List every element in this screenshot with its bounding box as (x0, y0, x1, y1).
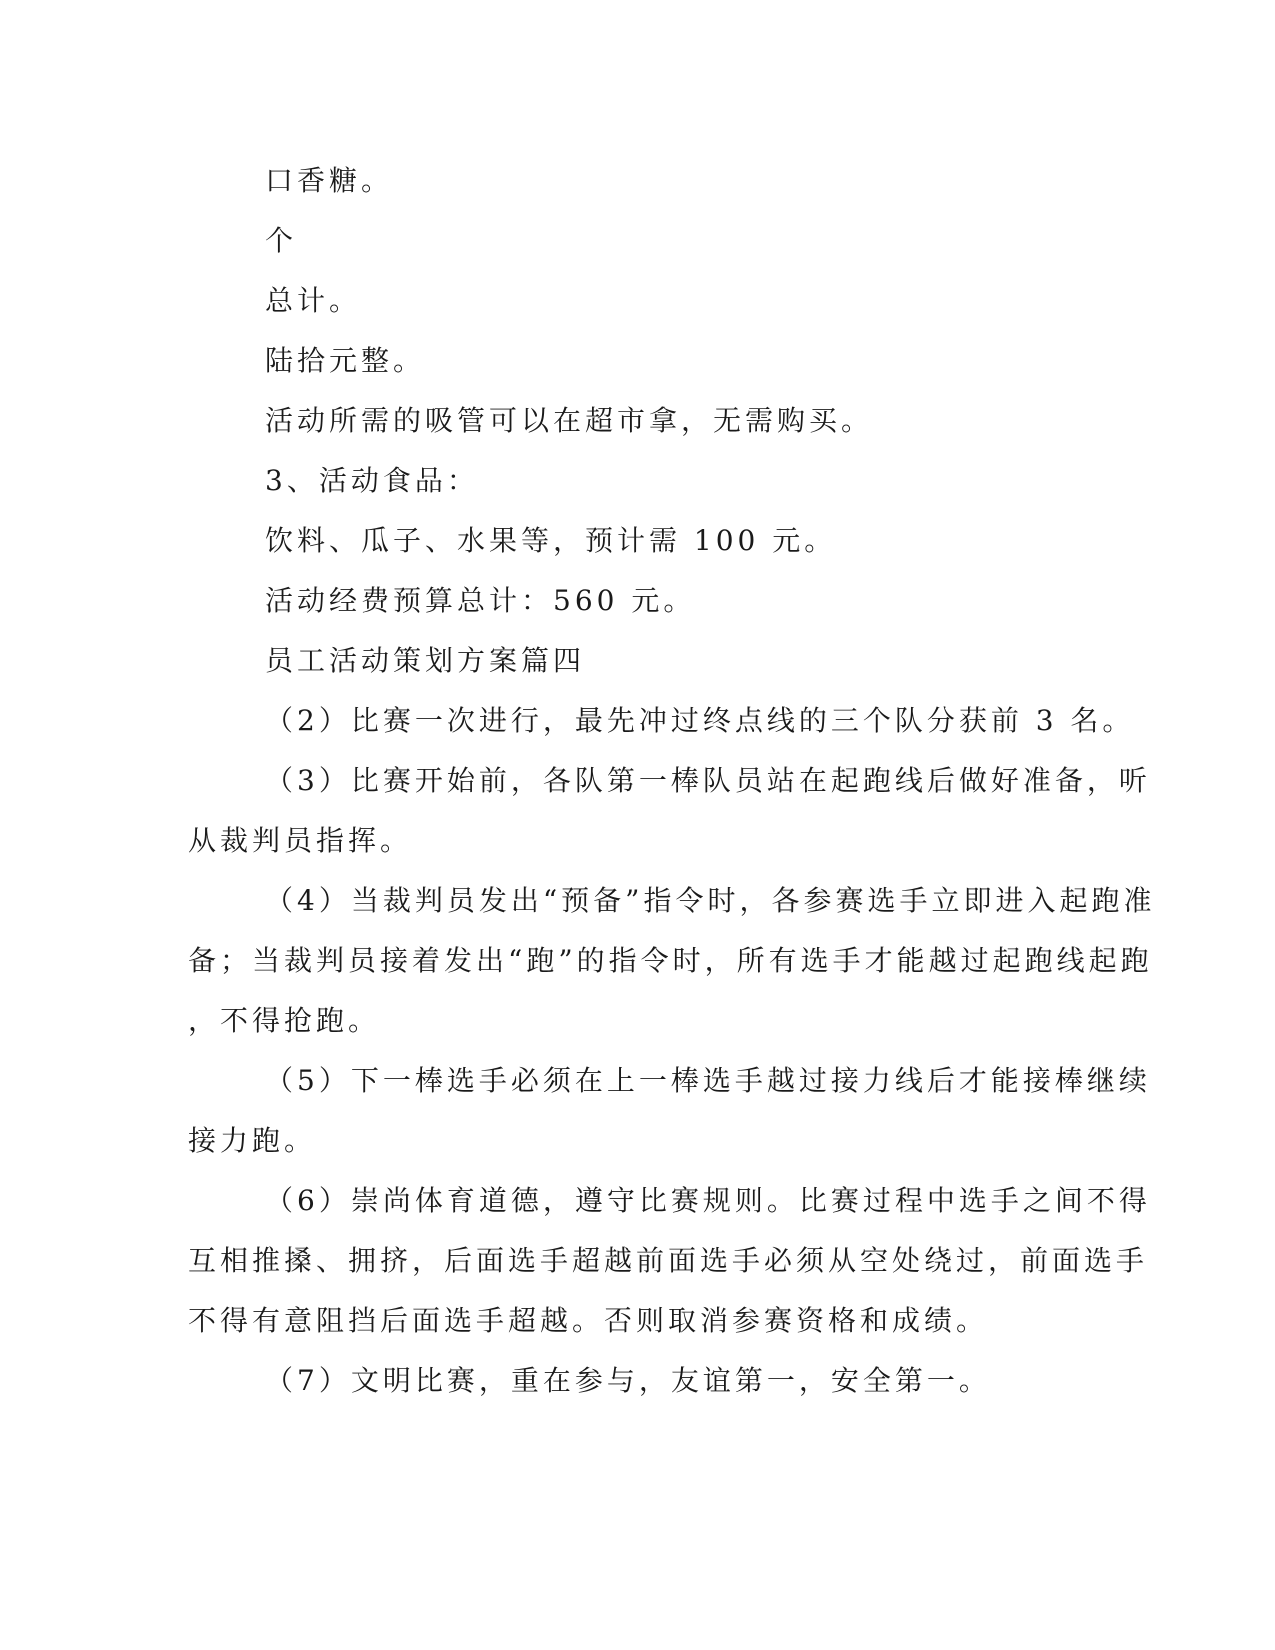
text-line: 不得有意阻挡后面选手超越。否则取消参赛资格和成绩。 (188, 1304, 989, 1337)
text-line: （4）当裁判员发出“预备”指令时，各参赛选手立即进入起跑准 (265, 884, 1156, 917)
text-line: 活动经费预算总计：560 元。 (265, 584, 696, 617)
text-line: ，不得抢跑。 (188, 1004, 381, 1037)
text-line: （7）文明比赛，重在参与，友谊第一，安全第一。 (265, 1364, 991, 1397)
text-line: 互相推搡、拥挤，后面选手超越前面选手必须从空处绕过，前面选手 (188, 1244, 1149, 1277)
text-line: 活动所需的吸管可以在超市拿，无需购买。 (265, 404, 874, 437)
text-line: 陆拾元整。 (265, 344, 426, 377)
text-line: 个 (265, 224, 298, 257)
text-line: 口香糖。 (265, 164, 394, 197)
text-line: （5）下一棒选手必须在上一棒选手越过接力线后才能接棒继续 (265, 1064, 1151, 1097)
text-line: 从裁判员指挥。 (188, 824, 413, 857)
text-line: （3）比赛开始前，各队第一棒队员站在起跑线后做好准备，听 (265, 764, 1151, 797)
section-heading: 员工活动策划方案篇四 (265, 644, 586, 677)
text-line: 3、活动食品： (265, 464, 479, 497)
text-line: （2）比赛一次进行，最先冲过终点线的三个队分获前 3 名。 (265, 704, 1135, 737)
text-line: 总计。 (265, 284, 362, 317)
text-line: 饮料、瓜子、水果等，预计需 100 元。 (265, 524, 837, 557)
text-line: （6）崇尚体育道德，遵守比赛规则。比赛过程中选手之间不得 (265, 1184, 1151, 1217)
text-line: 接力跑。 (188, 1124, 317, 1157)
text-line: 备；当裁判员接着发出“跑”的指令时，所有选手才能越过起跑线起跑 (188, 944, 1153, 977)
